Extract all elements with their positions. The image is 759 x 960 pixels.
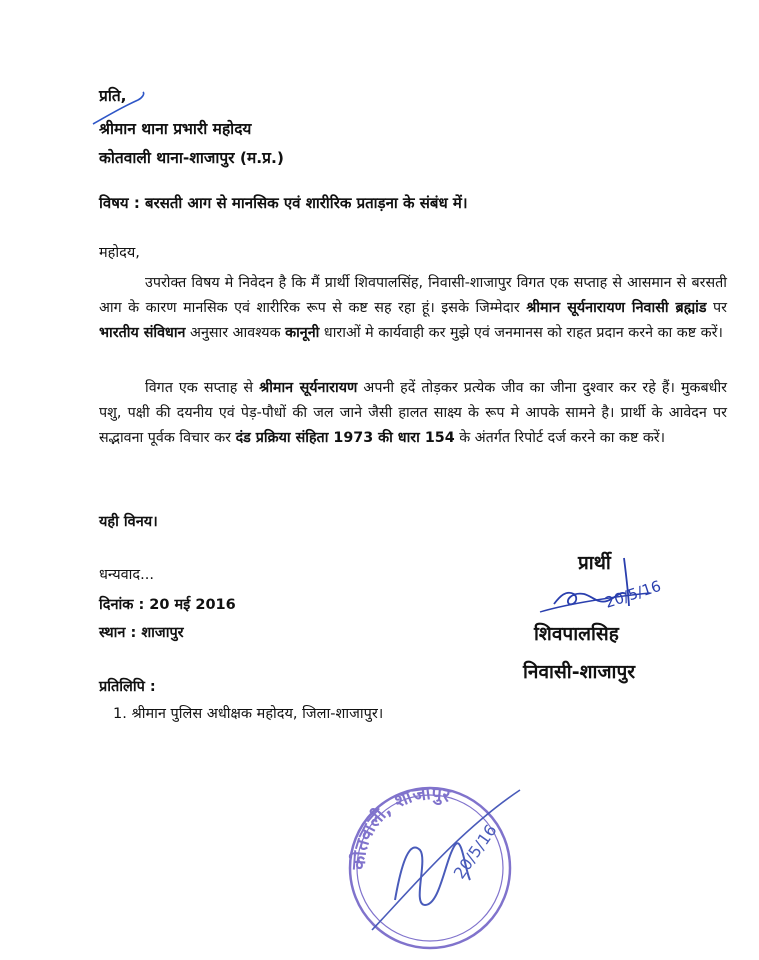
address-line-1: श्रीमान थाना प्रभारी महोदय (99, 120, 252, 138)
signature-residence: निवासी-शाजापुर (523, 661, 636, 683)
copy-label: प्रतिलिपि : (99, 679, 156, 695)
address-line-2: कोतवाली थाना-शाजापुर (म.प्र.) (99, 149, 284, 167)
para1-text-3: अनुसार आवश्यक (185, 325, 286, 341)
para1-text-4: धाराओं मे कार्यवाही कर मुझे एवं जनमानस को राहत प्रदान करने का कष्ट करें। (319, 325, 723, 341)
place-line: स्थान : शाजापुर (99, 625, 184, 641)
para1-bold-2: भारतीय संविधान (99, 325, 186, 341)
para1-bold-1: श्रीमान सूर्यनारायण निवासी ब्रह्मांड (526, 300, 707, 316)
para2-text-3: के अंतर्गत रिपोर्ट दर्ज करने का कष्ट करें। (454, 430, 666, 446)
salutation: महोदय, (99, 245, 140, 261)
para1-text-1: उपरोक्त विषय मे निवेदन है कि मैं प्रार्थी शिवपालसिंह, निवासी-शाजापुर विगत एक सप्ताह से आसमान से बरसती आग के कारण मानसिक एवं शारीरिक रूप से कष्ट सह रहा हूं। इसके जिम्मेदार (99, 275, 727, 316)
address-to: प्रति, (99, 87, 127, 105)
para2-text-1: विगत एक सप्ताह से (145, 380, 260, 396)
para1-text-2: पर (706, 300, 727, 316)
signature-handwritten-date: 20/5/16 (602, 576, 664, 612)
para2-bold-1: श्रीमान सूर्यनारायण (259, 380, 358, 396)
subject-line: विषय : बरसती आग से मानसिक एवं शारीरिक प्रताड़ना के संबंध में। (99, 194, 468, 212)
para1-bold-3: कानूनी (285, 325, 320, 341)
para2-bold-2: दंड प्रक्रिया संहिता 1973 की धारा 154 (235, 430, 455, 446)
copy-item-1: 1. श्रीमान पुलिस अधीक्षक महोदय, जिला-शाजापुर। (113, 706, 384, 722)
signature-name: शिवपालसिह (534, 623, 619, 645)
para2-text-2: अपनी हदें तोड़कर प्रत्येक जीव का जीना दुश्वार कर रहे हैं। मुकबधीर पशु, पक्षी की दयनीय एवं पेड़-पौधों की जल जाने जैसी हालत साक्ष्य के रूप मे आपके सामने है। प्रार्थी के आवेदन पर सद्भावना पूर्वक विचार कर (99, 380, 727, 446)
thanks-line: धन्यवाद... (99, 567, 154, 583)
signature-scribble (540, 558, 663, 612)
signature-label: प्रार्थी (578, 552, 611, 574)
date-line: दिनांक : 20 मई 2016 (99, 597, 236, 613)
police-stamp (347, 783, 520, 948)
stamp-handwritten-date: 20/5/16 (449, 820, 501, 883)
stamp-text (347, 783, 452, 872)
pen-tick-mark (93, 92, 144, 124)
stamp-text-path: कोतवाली, शाजापुर (348, 783, 453, 871)
closing-line: यही विनय। (99, 514, 158, 530)
